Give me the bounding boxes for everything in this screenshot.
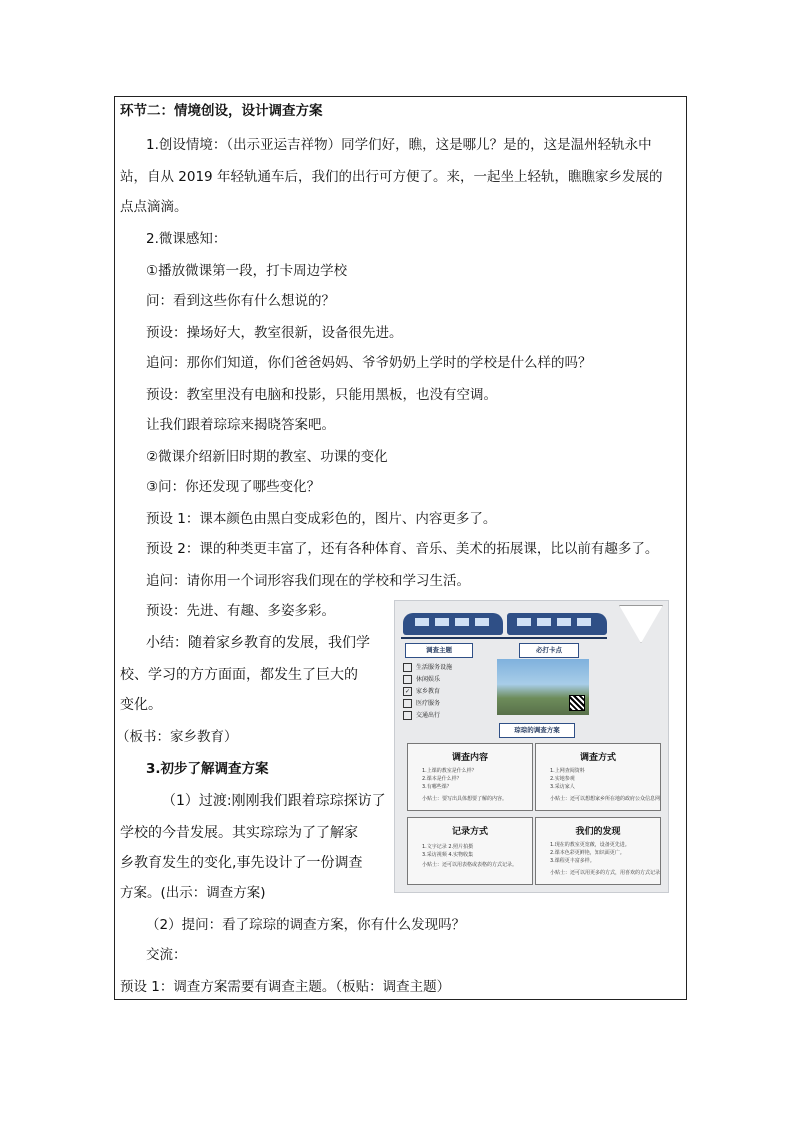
paragraph-line: 站，自从 2019 年轻轨通车后，我们的出行可方便了。来，一起坐上轻轨，瞧瞧家乡发展的	[120, 169, 663, 185]
text-line: 预设：先进、有趣、多姿多彩。	[146, 603, 335, 619]
text-line: 学校的今昔发展。其实琮琮为了了解家	[120, 825, 358, 841]
text-line: ①播放微课第一段，打卡周边学校	[146, 263, 348, 279]
section-title: 环节二：情境创设，设计调查方案	[120, 103, 323, 119]
text-line: 预设 2：课的种类更丰富了，还有各种体育、音乐、美术的拓展课，比以前有趣多了。	[146, 541, 659, 557]
paragraph-line: 1.创设情境：（出示亚运吉祥物）同学们好，瞧，这是哪儿？是的，这是温州轻轨永中	[146, 137, 652, 153]
qr-code-icon	[569, 695, 585, 711]
checkbox-icon	[403, 663, 412, 672]
text-line: （板书：家乡教育）	[116, 729, 238, 745]
text-line: ②微课介绍新旧时期的教室、功课的变化	[146, 449, 388, 465]
text-line: 追问：那你们知道，你们爸爸妈妈、爷爷奶奶上学时的学校是什么样的吗？	[146, 355, 592, 371]
option-item: 交通出行	[403, 711, 440, 720]
topic-label: 调查主题	[405, 643, 473, 658]
text-line: ③问：你还发现了哪些变化？	[146, 479, 321, 495]
paragraph-line: 点点滴滴。	[120, 199, 188, 215]
option-item: 生活服务设施	[403, 663, 452, 672]
plan-title: 琮琮的调查方案	[499, 723, 575, 738]
text-line: （2）提问：看了琮琮的调查方案，你有什么发现吗？	[146, 917, 466, 933]
checkbox-checked-icon: ✓	[404, 688, 411, 695]
subsection-title: 3.初步了解调查方案	[146, 761, 269, 777]
option-item: 医疗服务	[403, 699, 440, 708]
checkbox-icon	[403, 699, 412, 708]
checkbox-icon	[403, 675, 412, 684]
text-line: 预设：教室里没有电脑和投影，只能用黑板，也没有空调。	[146, 387, 497, 403]
text-line: 预设 1：调查方案需要有调查主题。（板贴：调查主题）	[120, 979, 451, 995]
checkbox-icon	[403, 711, 412, 720]
train-car-icon	[403, 613, 503, 635]
text-line: 小结：随着家乡教育的发展，我们学	[146, 635, 370, 651]
plan-card: 记录方式 1.文字记录 2.照片拍摄 3.采访视频 4.实物收集 小贴士：还可以用表格或表格的方式记录。	[407, 817, 533, 885]
option-item: ✓ 家乡教育	[404, 688, 441, 695]
plan-card: 调查方式 1.上网查阅资料 2.实地参观 3.采访家人 小贴士：还可以想想家乡所在地的政府公众信息网	[535, 743, 661, 811]
text-line: 校、学习的方方面面，都发生了巨大的	[120, 667, 358, 683]
text-line: 方案。(出示：调查方案)	[120, 885, 266, 901]
text-line: 乡教育发生的变化,事先设计了一份调查	[120, 855, 363, 871]
plan-card: 调查内容 1.上课的教室是什么样？ 2.课本是什么样？ 3.有哪些课？ 小贴士：要写出具体想要了解的内容。	[407, 743, 533, 811]
text-line: 预设：操场好大，教室很新，设备很先进。	[146, 325, 403, 341]
rail-track	[401, 637, 607, 639]
text-line: （1）过渡:刚刚我们跟着琮琮探访了	[162, 793, 386, 809]
subsection-title: 2.微课感知：	[146, 231, 227, 247]
plan-card: 我们的发现 1.现在的教室更宽敞，设备更先进。 2.课本色彩更鲜艳，知识面更广。 3.课程更丰富多样。 小贴士：还可以用更多的方式，用喜欢的方式记录	[535, 817, 661, 885]
option-item: 休闲娱乐	[403, 675, 440, 684]
checkin-label: 必打卡点	[519, 643, 579, 658]
text-line: 问：看到这些你有什么想说的？	[146, 293, 335, 309]
mascot-badge-icon	[619, 605, 663, 643]
survey-plan-poster	[394, 600, 669, 893]
train-car-icon	[507, 613, 607, 635]
text-line: 预设 1：课本颜色由黑白变成彩色的，图片、内容更多了。	[146, 511, 497, 527]
text-line: 交流：	[146, 947, 187, 963]
text-line: 追问：请你用一个词形容我们现在的学校和学习生活。	[146, 573, 470, 589]
text-line: 让我们跟着琮琮来揭晓答案吧。	[146, 417, 335, 433]
text-line: 变化。	[120, 697, 162, 713]
school-photo	[497, 659, 589, 715]
